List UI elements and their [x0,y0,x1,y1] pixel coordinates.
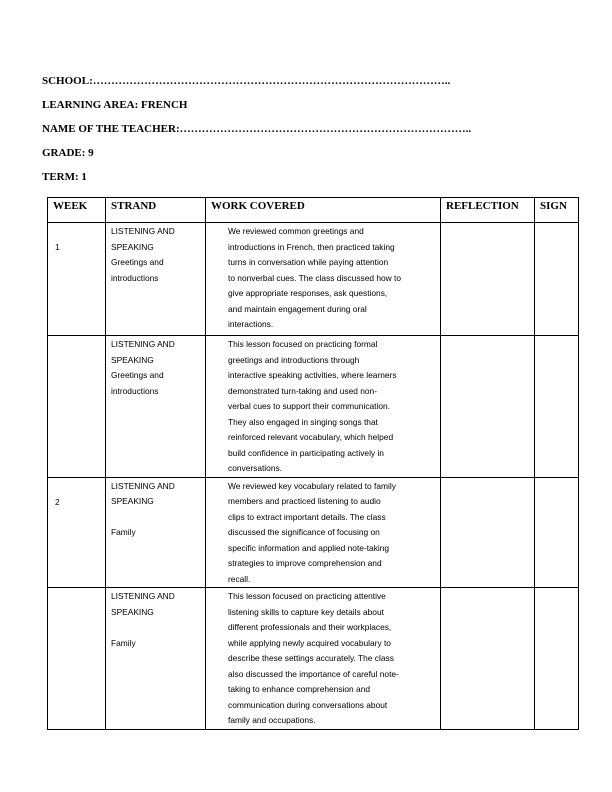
term: TERM: 1 [42,171,87,183]
sign-cell[interactable] [535,588,579,730]
strand-cell: LISTENING AND SPEAKING Family [106,477,206,588]
strand-cell: LISTENING AND SPEAKING Greetings and introductions [106,336,206,478]
work-covered-cell: We reviewed key vocabulary related to family members and practiced listening to audio clips to extract important details. The class discussed the significance of focusing on specific information and applied note-taking strategies to improve comprehension and recall. [206,477,441,588]
week-cell [48,336,106,478]
strand-cell: LISTENING AND SPEAKING Greetings and introductions [106,223,206,336]
work-covered-cell: This lesson focused on practicing attentive listening skills to capture key details about different professionals and their workplaces, while applying newly acquired vocabulary to describe these settings accurately. The class also discussed the importance of careful note- taking to enhance comprehension and communication during conversations about family and occupations. [206,588,441,730]
column-header-week: WEEK [48,198,106,223]
table-header-row [48,198,579,223]
reflection-cell[interactable] [441,336,535,478]
reflection-cell[interactable] [441,223,535,336]
week-cell: 2 [48,477,106,588]
column-header-sign: SIGN [535,198,579,223]
teacher-name-field: NAME OF THE TEACHER:…………………………………………………………………….. [42,123,472,135]
table-row [48,223,579,336]
work-covered-cell: We reviewed common greetings and introductions in French, then practiced taking turns in conversation while paying attention to nonverbal cues. The class discussed how to give appropriate responses, ask questions, and maintain engagement during oral interactions. [206,223,441,336]
strand-cell: LISTENING AND SPEAKING Family [106,588,206,730]
sign-cell[interactable] [535,223,579,336]
column-header-work-covered: WORK COVERED [206,198,441,223]
week-cell [48,588,106,730]
week-cell: 1 [48,223,106,336]
work-covered-cell: This lesson focused on practicing formal greetings and introductions through interactive speaking activities, where learners demonstrated turn-taking and used non- verbal cues to support their communication. They also engaged in singing songs that reinforced relevant vocabulary, which helped build confidence in participating actively in conversations. [206,336,441,478]
school-field: SCHOOL:…………………………………………………………………………………….. [42,75,451,87]
column-header-reflection: REFLECTION [441,198,535,223]
reflection-cell[interactable] [441,477,535,588]
grade: GRADE: 9 [42,147,94,159]
sign-cell[interactable] [535,477,579,588]
table-row [48,588,579,730]
reflection-cell[interactable] [441,588,535,730]
learning-area: LEARNING AREA: FRENCH [42,99,188,111]
column-header-strand: STRAND [106,198,206,223]
table-row [48,336,579,478]
table-row [48,477,579,588]
sign-cell[interactable] [535,336,579,478]
record-of-work-table [47,197,579,730]
